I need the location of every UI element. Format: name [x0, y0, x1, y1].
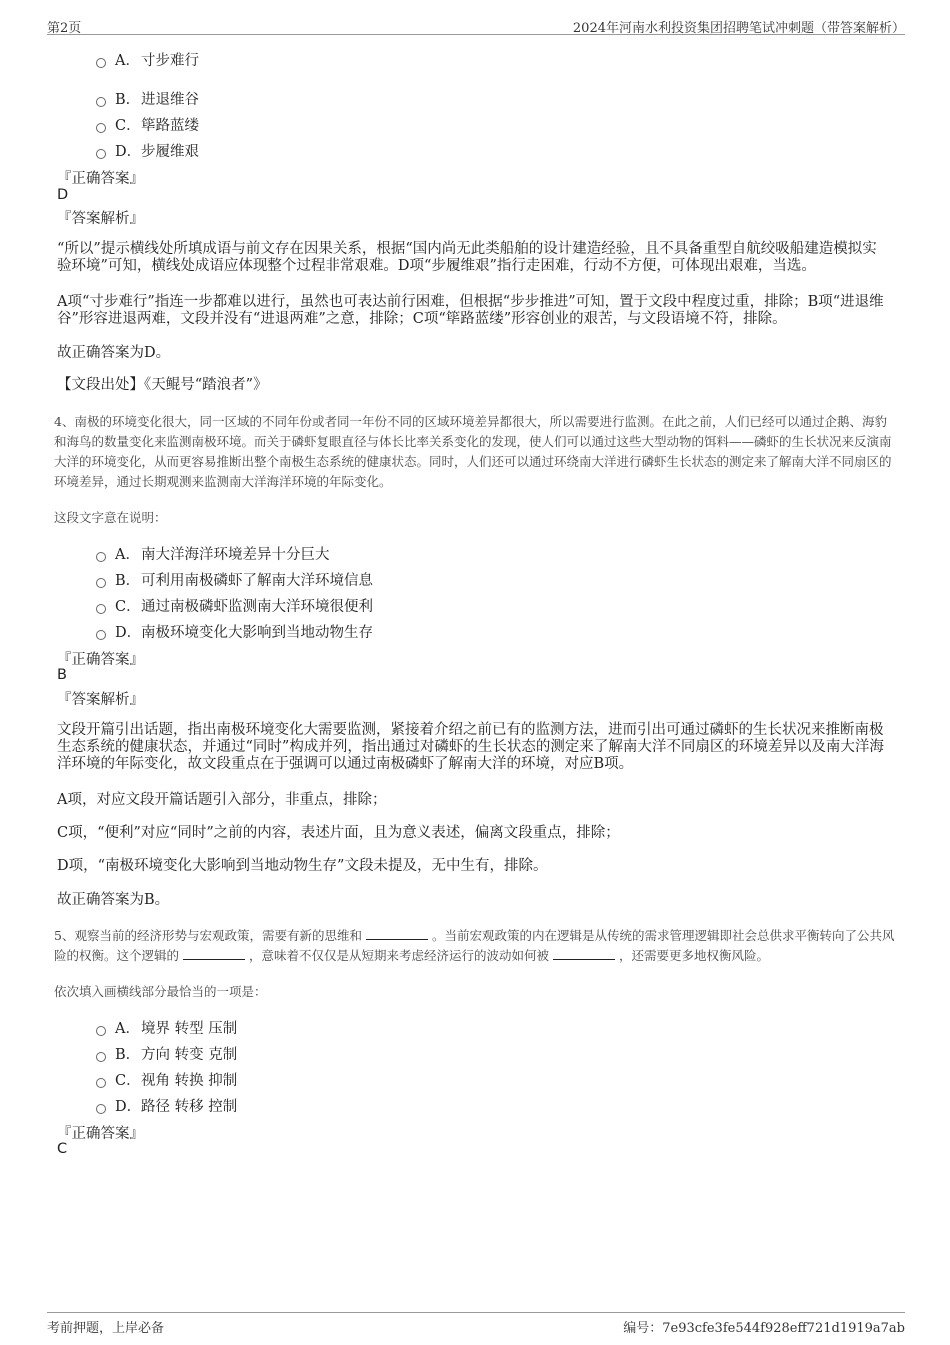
- q4-answer: B: [57, 667, 67, 683]
- radio-icon[interactable]: [96, 630, 106, 640]
- q3-analysis-p3: 故正确答案为D。: [57, 345, 171, 361]
- q5-prompt: 依次填入画横线部分最恰当的一项是：: [54, 984, 267, 999]
- radio-icon[interactable]: [96, 552, 106, 562]
- q3-option-a[interactable]: A．寸步难行: [96, 49, 199, 70]
- radio-icon[interactable]: [96, 149, 106, 159]
- q5-correct-label: 『正确答案』: [57, 1126, 144, 1142]
- q4-option-c[interactable]: C．通过南极磷虾监测南大洋环境很便利: [96, 595, 373, 616]
- q4-analysis-label: 『答案解析』: [57, 692, 144, 708]
- q5-option-b[interactable]: B．方向 转变 克制: [96, 1043, 237, 1064]
- radio-icon[interactable]: [96, 97, 106, 107]
- q4-analysis-p2: A项，对应文段开篇话题引入部分，非重点，排除；: [57, 792, 387, 808]
- q5-option-a[interactable]: A．境界 转型 压制: [96, 1017, 237, 1038]
- page-header: [47, 14, 905, 35]
- q4-analysis-p3: C项，“便利”对应“同时”之前的内容，表述片面，且为意义表述，偏离文段重点，排除；: [57, 825, 620, 841]
- q4-analysis-p4: D项，“南极环境变化大影响到当地动物生存”文段未提及，无中生有，排除。: [57, 858, 548, 874]
- q4-option-b[interactable]: B．可利用南极磷虾了解南大洋环境信息: [96, 569, 373, 590]
- radio-icon[interactable]: [96, 604, 106, 614]
- q5-answer: C: [57, 1141, 68, 1157]
- blank-1: [366, 927, 428, 940]
- document-code: 编号：7e93cfe3fe544f928eff721d1919a7ab: [623, 1321, 905, 1336]
- q3-source: 【文段出处】《天鲲号“踏浪者”》: [57, 377, 268, 393]
- q3-option-d[interactable]: D．步履维艰: [96, 140, 199, 161]
- q4-option-d[interactable]: D．南极环境变化大影响到当地动物生存: [96, 621, 373, 642]
- q3-analysis-p1: “所以”提示横线处所填成语与前文存在因果关系，根据“国内尚无此类船舶的设计建造经验，且不具备重型自航绞吸船建造模拟实验环境”可知，横线处成语应体现整个过程非常艰难。D项“步履维艰”指行走困难，行动不方便，可体现出艰难，当选。: [57, 241, 877, 274]
- q3-option-b[interactable]: B．进退维谷: [96, 88, 199, 109]
- blank-3: [553, 947, 615, 960]
- q5-stem: 5、观察当前的经济形势与宏观政策，需要有新的思维和 。当前宏观政策的内在逻辑是从传统的需求管理逻辑即社会总供求平衡转向了公共风险的权衡。这个逻辑的 ，意味着不仅仅是从短期来考虑经济运行的波动如何被 ，还需要更多地权衡风险。: [54, 928, 895, 963]
- radio-icon[interactable]: [96, 578, 106, 588]
- radio-icon[interactable]: [96, 123, 106, 133]
- q3-answer: D: [57, 187, 69, 203]
- q5-option-d[interactable]: D．路径 转移 控制: [96, 1095, 237, 1116]
- q3-correct-label: 『正确答案』: [57, 171, 144, 187]
- q3-analysis-label: 『答案解析』: [57, 211, 144, 227]
- footer-slogan: 考前押题，上岸必备: [47, 1321, 165, 1336]
- radio-icon[interactable]: [96, 58, 106, 68]
- document-title: 2024年河南水利投资集团招聘笔试冲刺题（带答案解析）: [572, 21, 905, 36]
- q4-option-a[interactable]: A．南大洋海洋环境差异十分巨大: [96, 543, 330, 564]
- blank-2: [183, 947, 245, 960]
- radio-icon[interactable]: [96, 1104, 106, 1114]
- q3-analysis-p2: A项“寸步难行”指连一步都难以进行，虽然也可表达前行困难，但根据“步步推进”可知，置于文段中程度过重，排除；B项“进退维谷”形容进退两难，文段并没有“进退两难”之意，排除；C项“筚路蓝缕”形容创业的艰苦，与文段语境不符，排除。: [57, 294, 884, 327]
- radio-icon[interactable]: [96, 1026, 106, 1036]
- radio-icon[interactable]: [96, 1052, 106, 1062]
- q4-stem: 4、南极的环境变化很大，同一区域的不同年份或者同一年份不同的区域环境差异都很大，所以需要进行监测。在此之前，人们已经可以通过企鹅、海豹和海鸟的数量变化来监测南极环境。而关于磷虾复眼直径与体长比率关系变化的发现，使人们可以通过这些大型动物的饵料——磷虾的生长状况来反演南大洋的环境变化，从而更容易推断出整个南极生态系统的健康状态。同时，人们还可以通过环绕南大洋进行磷虾生长状态的测定来了解南大洋不同扇区的环境差异，通过长期观测来监测南大洋海洋环境的年际变化。: [54, 414, 892, 489]
- page-number: 第2页: [47, 21, 82, 36]
- q5-option-c[interactable]: C．视角 转换 抑制: [96, 1069, 237, 1090]
- q4-correct-label: 『正确答案』: [57, 652, 144, 668]
- radio-icon[interactable]: [96, 1078, 106, 1088]
- q4-analysis-p1: 文段开篇引出话题，指出南极环境变化大需要监测，紧接着介绍之前已有的监测方法，进而引出可通过磷虾的生长状况来推断南极生态系统的健康状态，并通过“同时”构成并列，指出通过对磷虾的生长状态的测定来了解南大洋不同扇区的环境差异以及南大洋海洋环境的年际变化，故文段重点在于强调可以通过南极磷虾了解南大洋的环境，对应B项。: [57, 722, 884, 772]
- page-footer: [47, 1312, 905, 1336]
- q4-prompt: 这段文字意在说明：: [54, 510, 167, 525]
- q4-analysis-p5: 故正确答案为B。: [57, 892, 170, 908]
- q3-option-c[interactable]: C．筚路蓝缕: [96, 114, 199, 135]
